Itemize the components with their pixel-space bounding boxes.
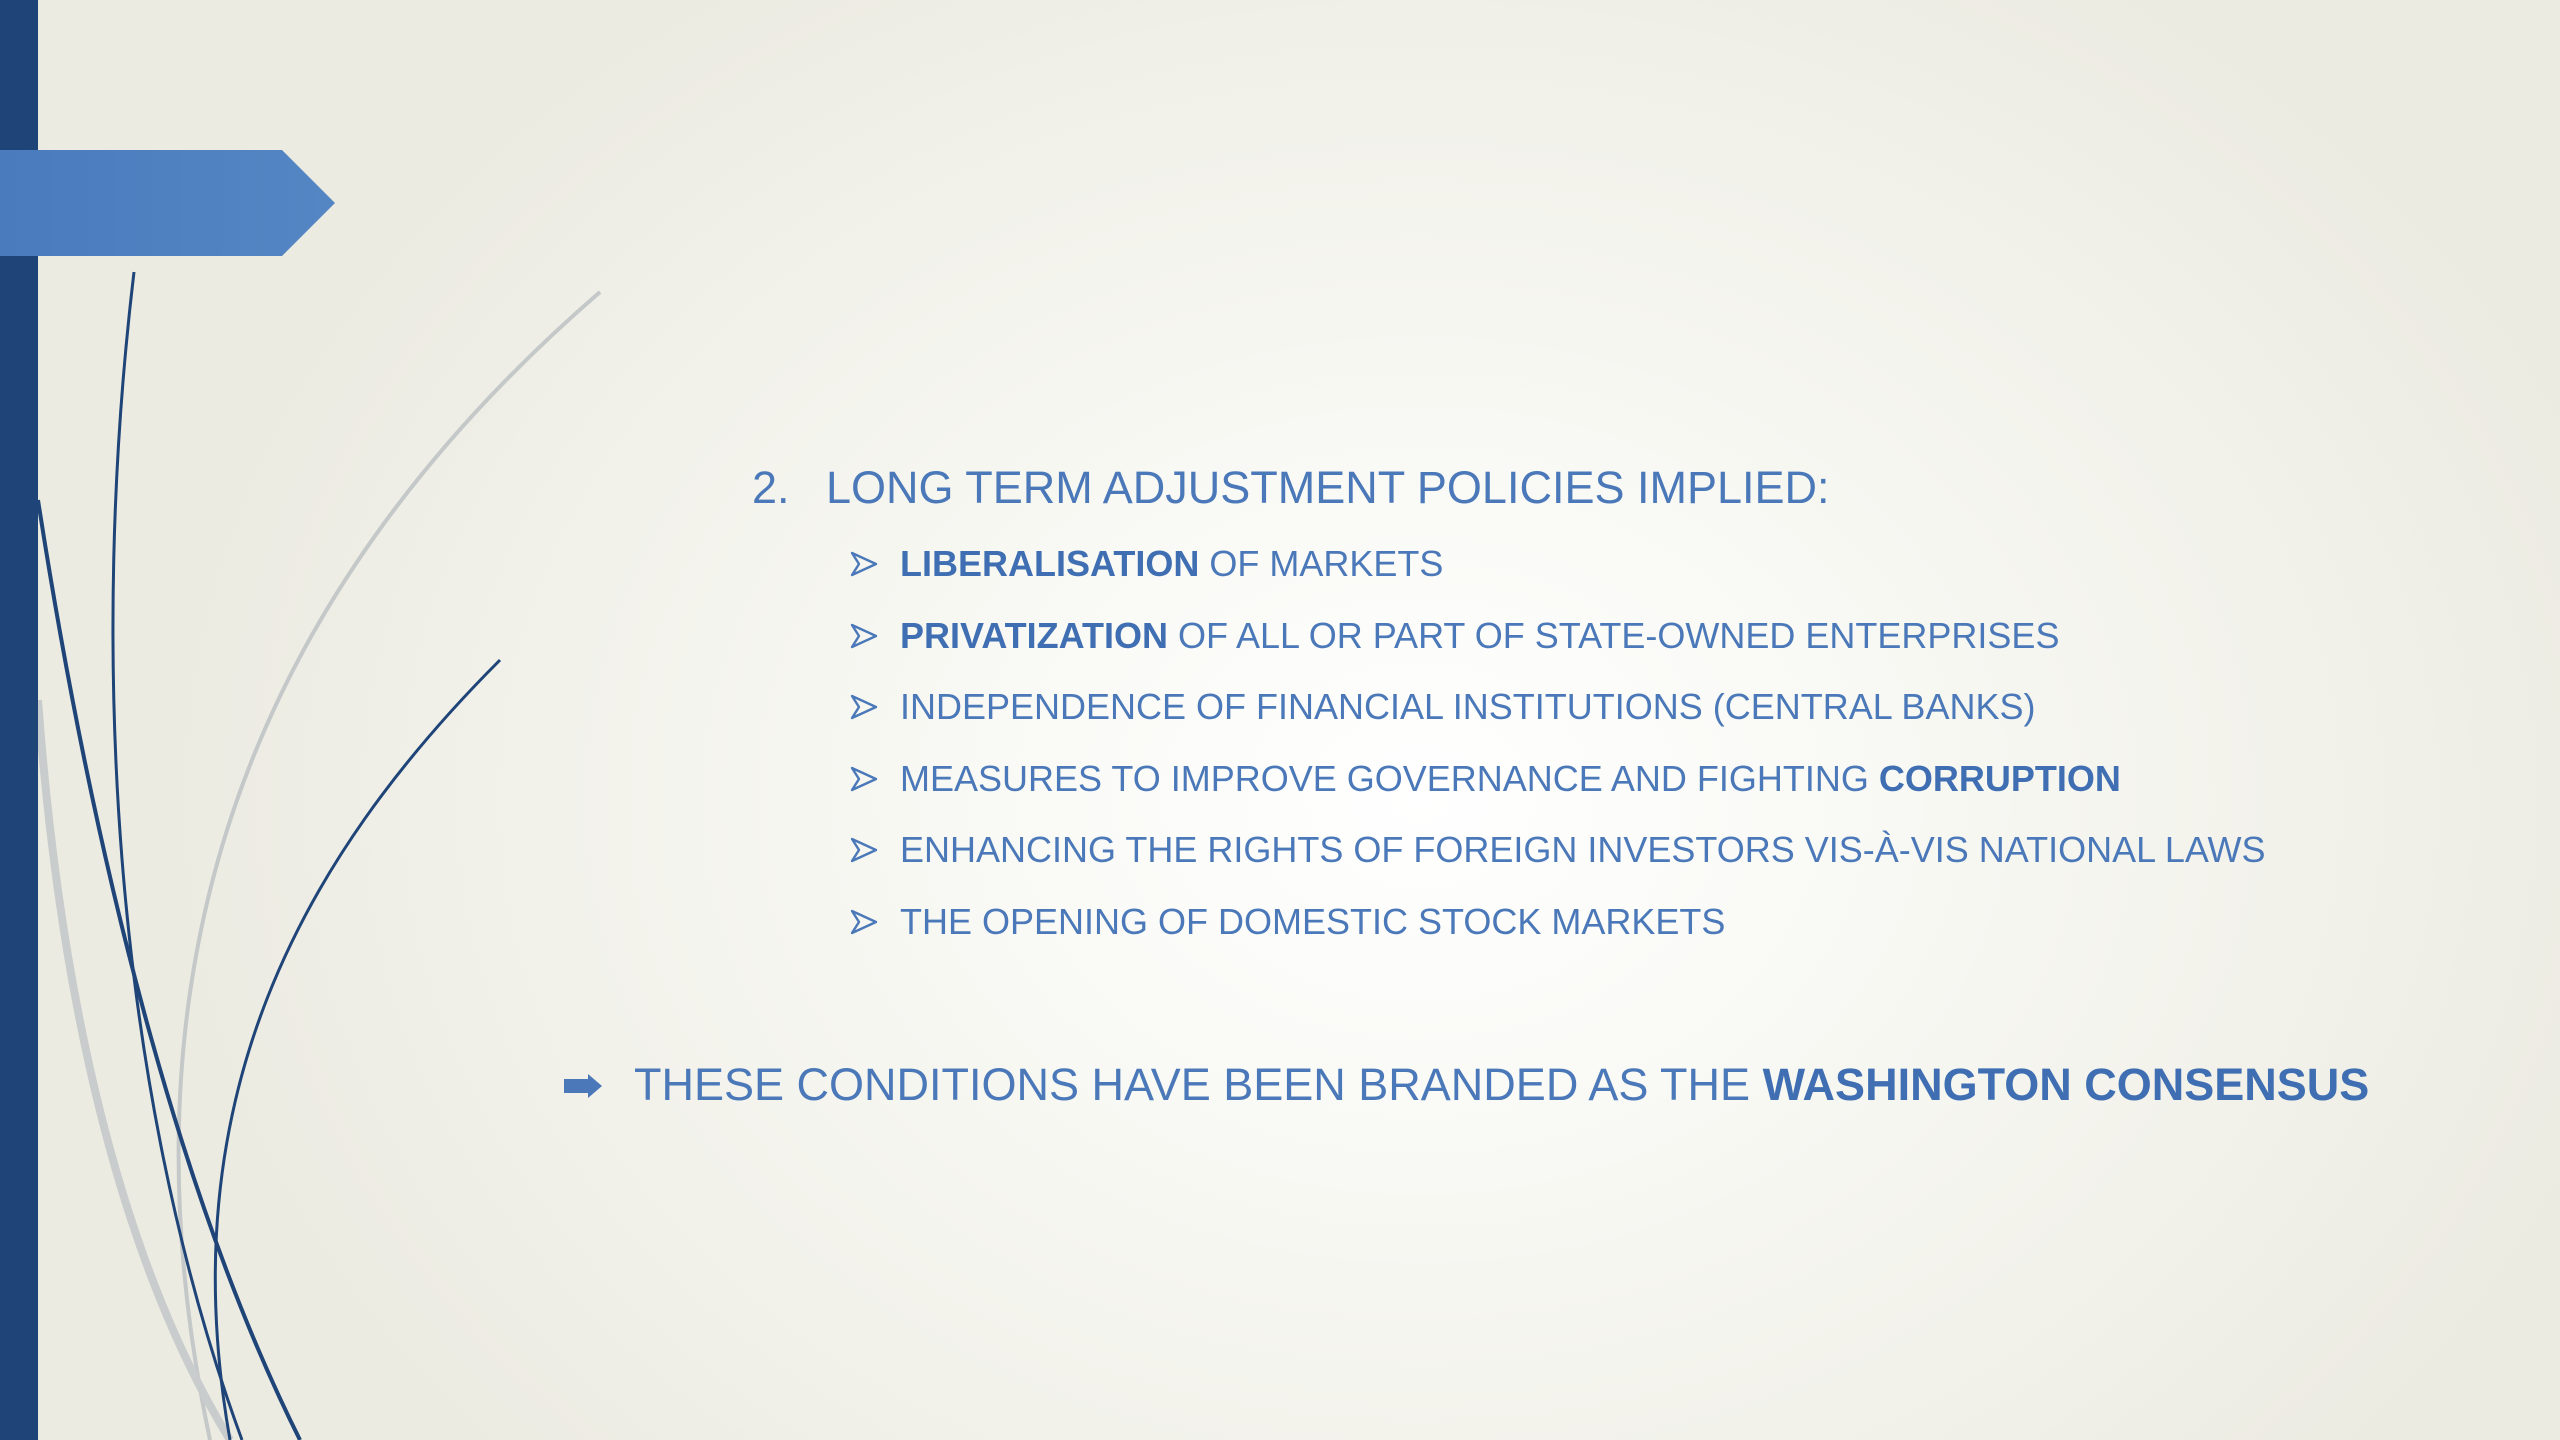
- arrowhead-bullet-icon: [850, 694, 878, 720]
- list-item-bold: PRIVATIZATION: [900, 614, 1168, 656]
- list-item-text: INDEPENDENCE OF FINANCIAL INSTITUTIONS (CENTRAL BANKS): [900, 686, 2036, 728]
- arrowhead-bullet-icon: [850, 837, 878, 863]
- list-item-bold: LIBERALISATION: [900, 543, 1200, 584]
- summary-note-rest: THESE CONDITIONS HAVE BEEN BRANDED AS THE: [634, 1059, 1763, 1110]
- list-item-bold: CORRUPTION: [1878, 757, 2121, 799]
- list-item-text: ENHANCING THE RIGHTS OF FOREIGN INVESTORS VIS-À-VIS NATIONAL LAWS: [900, 829, 2266, 871]
- heading-number: 2.: [752, 462, 790, 513]
- arrowhead-bullet-icon: [850, 623, 878, 649]
- list-item-text: THE OPENING OF DOMESTIC STOCK MARKETS: [900, 900, 1726, 942]
- list-item-rest: OF ALL OR PART OF STATE-OWNED ENTERPRISES: [1167, 614, 2060, 656]
- section-heading: [752, 462, 1830, 514]
- list-item-text: [900, 753, 2121, 805]
- arrowhead-bullet-icon: [850, 766, 878, 792]
- summary-note-bold: WASHINGTON CONSENSUS: [1762, 1059, 2370, 1110]
- summary-note-text: [634, 1055, 2369, 1115]
- arrowhead-bullet-icon: [850, 551, 878, 577]
- list-item-text: [900, 610, 2059, 662]
- list-item-text: [900, 538, 1443, 590]
- list-item-rest: MEASURES TO IMPROVE GOVERNANCE AND FIGHTING: [900, 757, 1879, 799]
- block-arrow-bullet-icon: [564, 1074, 602, 1098]
- heading-text: LONG TERM ADJUSTMENT POLICIES IMPLIED:: [826, 462, 1830, 513]
- arrowhead-bullet-icon: [850, 909, 878, 935]
- list-item-rest: OF MARKETS: [1199, 543, 1444, 584]
